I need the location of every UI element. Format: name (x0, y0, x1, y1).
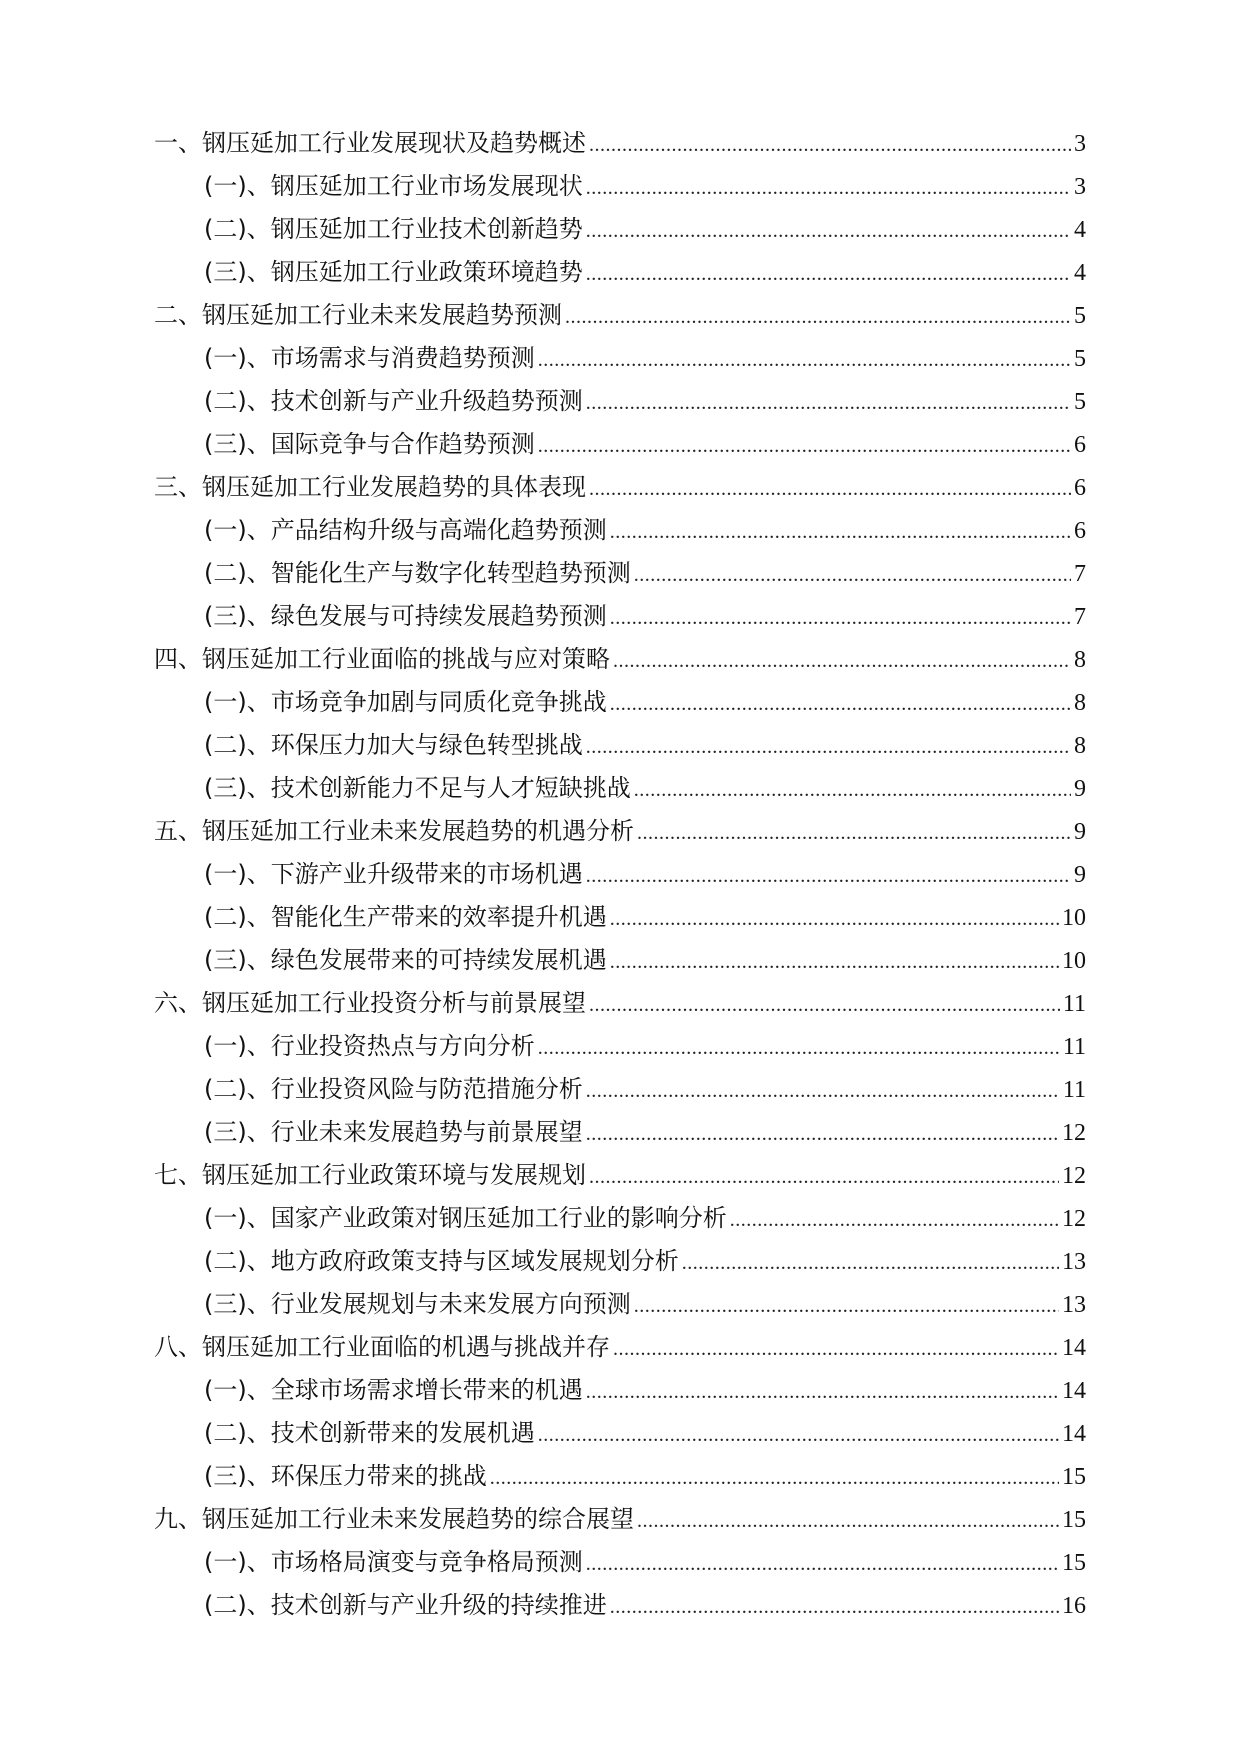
toc-entry-title: (一)、市场竞争加剧与同质化竞争挑战 (204, 688, 607, 716)
toc-entry-title: (三)、行业未来发展趋势与前景展望 (204, 1118, 583, 1146)
toc-entry-title: (三)、钢压延加工行业政策环境趋势 (204, 258, 583, 286)
toc-entry-title: (三)、绿色发展与可持续发展趋势预测 (204, 602, 607, 630)
toc-page-number: 7 (1074, 561, 1086, 587)
toc-entry-title: (三)、环保压力带来的挑战 (204, 1462, 487, 1490)
toc-section-entry[interactable] (154, 1412, 1086, 1455)
toc-page-number: 9 (1074, 819, 1086, 845)
toc-page-number: 10 (1062, 948, 1086, 974)
toc-entry-title: (二)、环保压力加大与绿色转型挑战 (204, 731, 583, 759)
toc-dot-leader (589, 124, 1071, 167)
toc-page-number: 5 (1074, 303, 1086, 329)
toc-page-number: 9 (1074, 776, 1086, 802)
toc-dot-leader (490, 1457, 1059, 1500)
toc-page-number: 11 (1062, 1077, 1086, 1103)
toc-section-entry[interactable] (154, 380, 1086, 423)
toc-dot-leader (610, 597, 1071, 640)
toc-section-entry[interactable] (154, 853, 1086, 896)
toc-entry-title: (一)、钢压延加工行业市场发展现状 (204, 172, 583, 200)
toc-dot-leader (586, 382, 1071, 425)
toc-entry-title: (二)、技术创新与产业升级的持续推进 (204, 1591, 607, 1619)
toc-section-entry[interactable] (154, 552, 1086, 595)
toc-entry-title: (二)、钢压延加工行业技术创新趋势 (204, 215, 583, 243)
toc-section-entry[interactable] (154, 1068, 1086, 1111)
toc-entry-title: 四、钢压延加工行业面临的挑战与应对策略 (154, 645, 610, 673)
toc-dot-leader (586, 253, 1071, 296)
toc-entry-title: (一)、行业投资热点与方向分析 (204, 1032, 535, 1060)
toc-chapter-entry[interactable] (154, 638, 1086, 681)
toc-dot-leader (586, 167, 1071, 210)
toc-entry-title: (三)、绿色发展带来的可持续发展机遇 (204, 946, 607, 974)
toc-entry-title: 九、钢压延加工行业未来发展趋势的综合展望 (154, 1505, 634, 1533)
toc-entry-title: 二、钢压延加工行业未来发展趋势预测 (154, 301, 562, 329)
toc-dot-leader (634, 1285, 1059, 1328)
toc-section-entry[interactable] (154, 724, 1086, 767)
toc-entry-title: (一)、国家产业政策对钢压延加工行业的影响分析 (204, 1204, 727, 1232)
toc-dot-leader (565, 296, 1071, 339)
toc-section-entry[interactable] (154, 681, 1086, 724)
toc-dot-leader (589, 468, 1071, 511)
toc-page-number: 11 (1062, 1034, 1086, 1060)
toc-dot-leader (613, 640, 1071, 683)
toc-page-number: 6 (1074, 475, 1086, 501)
toc-section-entry[interactable] (154, 1369, 1086, 1412)
toc-page-number: 14 (1062, 1378, 1086, 1404)
toc-page-number: 13 (1062, 1249, 1086, 1275)
toc-chapter-entry[interactable] (154, 466, 1086, 509)
toc-dot-leader (589, 984, 1060, 1027)
toc-entry-title: 三、钢压延加工行业发展趋势的具体表现 (154, 473, 586, 501)
toc-page-number: 7 (1074, 604, 1086, 630)
toc-dot-leader (538, 425, 1071, 468)
toc-entry-title: (三)、技术创新能力不足与人才短缺挑战 (204, 774, 631, 802)
toc-entry-title: (一)、全球市场需求增长带来的机遇 (204, 1376, 583, 1404)
toc-dot-leader (637, 1500, 1059, 1543)
toc-dot-leader (610, 511, 1071, 554)
toc-entry-title: (二)、智能化生产带来的效率提升机遇 (204, 903, 607, 931)
toc-page-number: 5 (1074, 346, 1086, 372)
toc-dot-leader (538, 1027, 1060, 1070)
toc-dot-leader (538, 339, 1071, 382)
toc-page-number: 5 (1074, 389, 1086, 415)
toc-page-number: 14 (1062, 1421, 1086, 1447)
toc-dot-leader (610, 941, 1059, 984)
toc-page-number: 14 (1062, 1335, 1086, 1361)
toc-chapter-entry[interactable] (154, 294, 1086, 337)
toc-page-number: 12 (1062, 1206, 1086, 1232)
toc-page-number: 4 (1074, 217, 1086, 243)
toc-entry-title: (一)、市场格局演变与竞争格局预测 (204, 1548, 583, 1576)
toc-section-entry[interactable] (154, 1197, 1086, 1240)
toc-section-entry[interactable] (154, 896, 1086, 939)
toc-page-number: 12 (1062, 1120, 1086, 1146)
toc-chapter-entry[interactable] (154, 810, 1086, 853)
toc-dot-leader (586, 726, 1071, 769)
toc-section-entry[interactable] (154, 509, 1086, 552)
toc-entry-title: (二)、行业投资风险与防范措施分析 (204, 1075, 583, 1103)
table-of-contents (154, 122, 1086, 1627)
toc-entry-title: (一)、市场需求与消费趋势预测 (204, 344, 535, 372)
toc-page-number: 6 (1074, 432, 1086, 458)
toc-page-number: 12 (1062, 1163, 1086, 1189)
toc-entry-title: (三)、国际竞争与合作趋势预测 (204, 430, 535, 458)
toc-chapter-entry[interactable] (154, 1326, 1086, 1369)
toc-page-number: 10 (1062, 905, 1086, 931)
toc-section-entry[interactable] (154, 1025, 1086, 1068)
toc-dot-leader (589, 1156, 1059, 1199)
toc-page-number: 15 (1062, 1464, 1086, 1490)
toc-dot-leader (586, 1113, 1059, 1156)
toc-section-entry[interactable] (154, 165, 1086, 208)
toc-dot-leader (586, 1543, 1059, 1586)
toc-dot-leader (586, 1070, 1060, 1113)
toc-page-number: 4 (1074, 260, 1086, 286)
toc-chapter-entry[interactable] (154, 982, 1086, 1025)
toc-chapter-entry[interactable] (154, 122, 1086, 165)
toc-entry-title: (三)、行业发展规划与未来发展方向预测 (204, 1290, 631, 1318)
toc-dot-leader (586, 1371, 1059, 1414)
toc-entry-title: (二)、技术创新与产业升级趋势预测 (204, 387, 583, 415)
toc-dot-leader (586, 855, 1071, 898)
toc-page-number: 8 (1074, 647, 1086, 673)
toc-entry-title: 六、钢压延加工行业投资分析与前景展望 (154, 989, 586, 1017)
toc-page-number: 15 (1062, 1550, 1086, 1576)
toc-section-entry[interactable] (154, 1283, 1086, 1326)
toc-page-number: 6 (1074, 518, 1086, 544)
toc-dot-leader (634, 769, 1071, 812)
toc-entry-title: (二)、技术创新带来的发展机遇 (204, 1419, 535, 1447)
toc-entry-title: (二)、智能化生产与数字化转型趋势预测 (204, 559, 631, 587)
toc-page-number: 8 (1074, 690, 1086, 716)
toc-dot-leader (637, 812, 1071, 855)
toc-section-entry[interactable] (154, 767, 1086, 810)
toc-entry-title: 八、钢压延加工行业面临的机遇与挑战并存 (154, 1333, 610, 1361)
toc-section-entry[interactable] (154, 595, 1086, 638)
toc-dot-leader (613, 1328, 1059, 1371)
toc-section-entry[interactable] (154, 423, 1086, 466)
toc-page-number: 11 (1062, 991, 1086, 1017)
toc-page-number: 15 (1062, 1507, 1086, 1533)
toc-page-number: 3 (1074, 131, 1086, 157)
toc-section-entry[interactable] (154, 1455, 1086, 1498)
toc-entry-title: (一)、产品结构升级与高端化趋势预测 (204, 516, 607, 544)
toc-section-entry[interactable] (154, 337, 1086, 380)
toc-dot-leader (730, 1199, 1059, 1242)
toc-dot-leader (634, 554, 1071, 597)
toc-entry-title: 一、钢压延加工行业发展现状及趋势概述 (154, 129, 586, 157)
toc-section-entry[interactable] (154, 1240, 1086, 1283)
toc-dot-leader (586, 210, 1071, 253)
toc-chapter-entry[interactable] (154, 1498, 1086, 1541)
toc-chapter-entry[interactable] (154, 1154, 1086, 1197)
toc-page-number: 16 (1062, 1593, 1086, 1619)
toc-page-number: 13 (1062, 1292, 1086, 1318)
toc-section-entry[interactable] (154, 1584, 1086, 1627)
toc-dot-leader (610, 898, 1059, 941)
toc-page-number: 9 (1074, 862, 1086, 888)
toc-section-entry[interactable] (154, 251, 1086, 294)
toc-entry-title: 七、钢压延加工行业政策环境与发展规划 (154, 1161, 586, 1189)
toc-dot-leader (610, 1586, 1059, 1629)
toc-dot-leader (610, 683, 1071, 726)
toc-entry-title: (二)、地方政府政策支持与区域发展规划分析 (204, 1247, 679, 1275)
toc-page-number: 8 (1074, 733, 1086, 759)
toc-section-entry[interactable] (154, 208, 1086, 251)
toc-entry-title: 五、钢压延加工行业未来发展趋势的机遇分析 (154, 817, 634, 845)
toc-page-number: 3 (1074, 174, 1086, 200)
toc-section-entry[interactable] (154, 1111, 1086, 1154)
toc-section-entry[interactable] (154, 1541, 1086, 1584)
toc-dot-leader (682, 1242, 1059, 1285)
toc-section-entry[interactable] (154, 939, 1086, 982)
toc-dot-leader (538, 1414, 1059, 1457)
toc-entry-title: (一)、下游产业升级带来的市场机遇 (204, 860, 583, 888)
